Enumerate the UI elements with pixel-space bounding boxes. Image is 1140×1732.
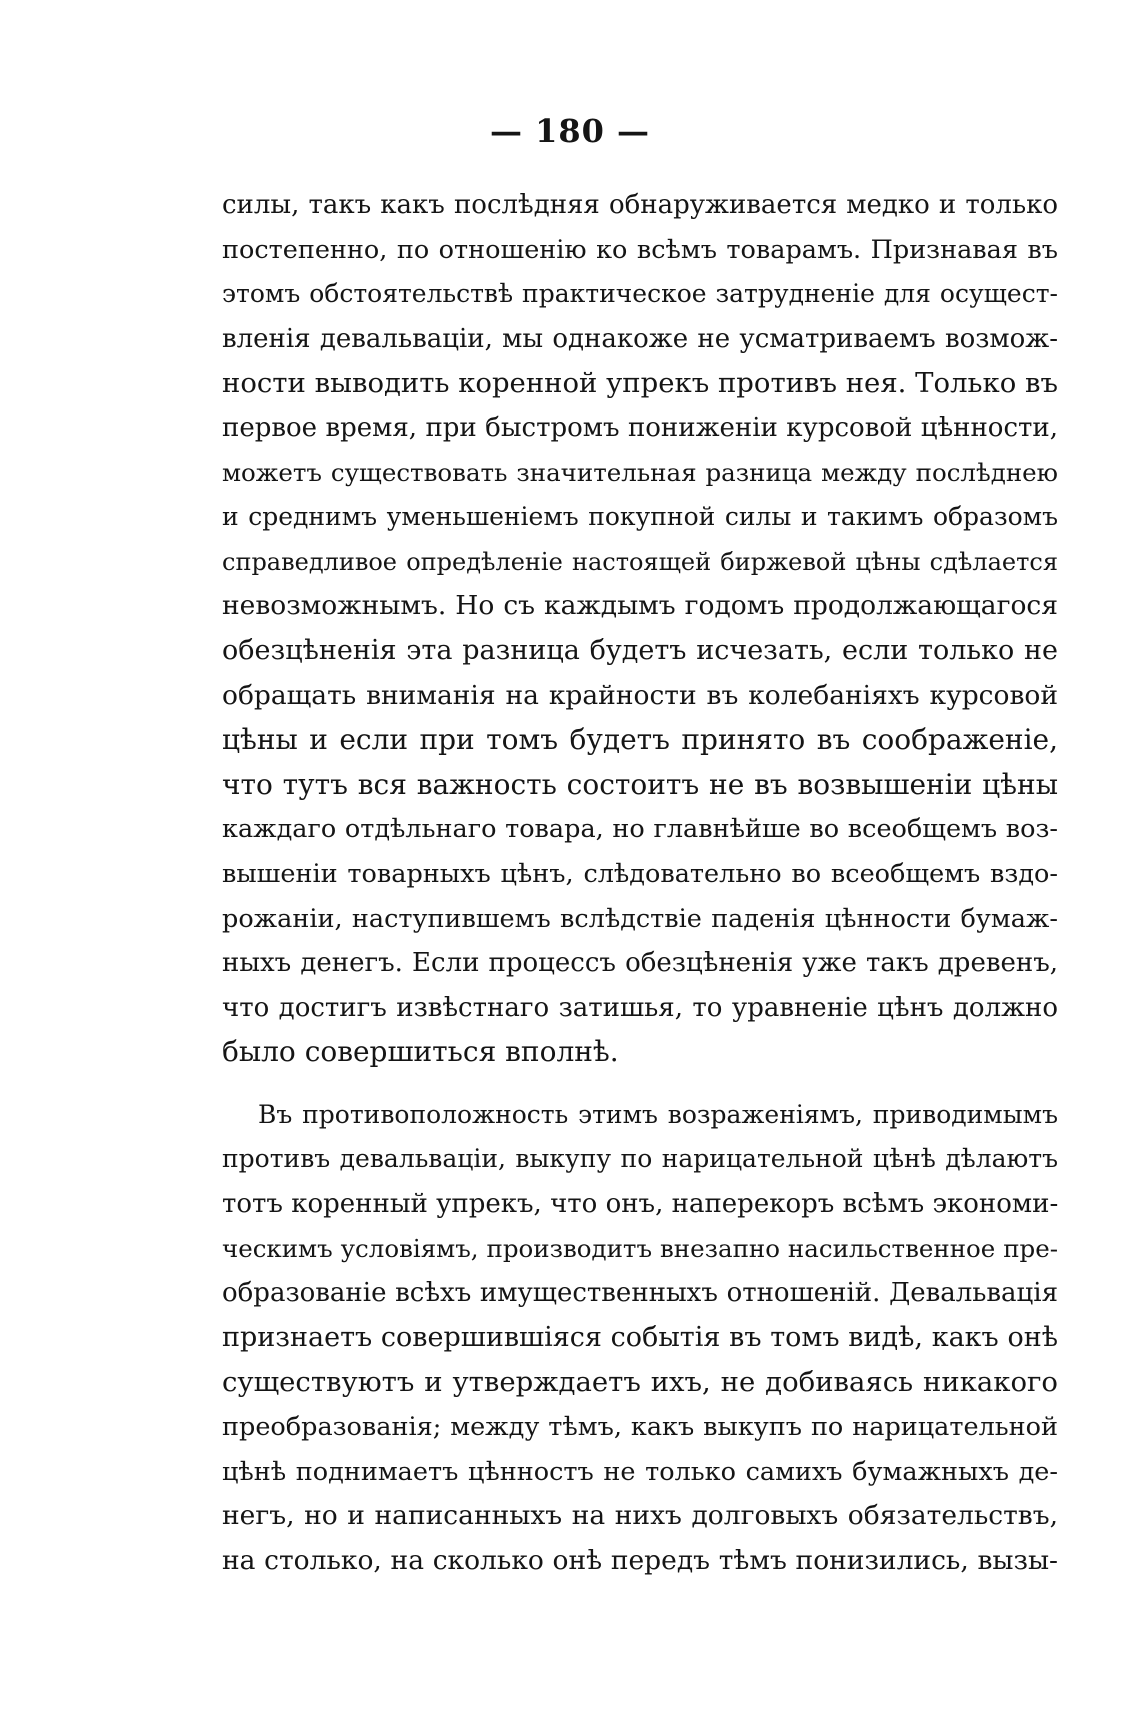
text-line: и среднимъ уменьшеніемъ покупной силы и такимъ образомъ (222, 502, 1058, 532)
text-line: вышеніи товарныхъ цѣнъ, слѣдовательно во всеобщемъ вздо- (222, 858, 1058, 889)
text-line: тотъ коренный упрекъ, что онъ, наперекоръ всѣмъ экономи- (222, 1189, 1058, 1220)
text-line: на столько, на сколько онѣ передъ тѣмъ понизились, вызы- (222, 1544, 1058, 1576)
text-line: обезцѣненія эта разница будетъ исчезать, если только не (222, 634, 1058, 666)
text-line: каждаго отдѣльнаго товара, но главнѣйше во всеобщемъ воз- (222, 814, 1058, 845)
text-line: невозможнымъ. Но съ каждымъ годомъ продолжающагося (222, 590, 1058, 622)
text-line: вленія девальваціи, мы однакожe не усматриваемъ возмож- (222, 323, 1058, 354)
body-text (222, 183, 1058, 1583)
text-line: что тутъ вся важность состоитъ не въ возвышеніи цѣны (222, 767, 1058, 801)
text-line: Въ противоположность этимъ возраженіямъ, приводимымъ (258, 1099, 1058, 1129)
text-line: ныхъ денегъ. Если процессъ обезцѣненія уже такъ древенъ, (222, 948, 1058, 979)
text-line: можетъ существовать значительная разница между послѣднею (222, 457, 1058, 487)
text-line: цѣнѣ поднимаетъ цѣнностъ не только самихъ бумажныхъ де- (222, 1456, 1058, 1487)
text-line: ческимъ условіямъ, производитъ внезапно насильственное пре- (222, 1233, 1058, 1263)
text-line: ности выводить коренной упрекъ противъ нея. Только въ (222, 367, 1058, 400)
text-line: цѣны и если при томъ будетъ принято въ соображеніе, (222, 723, 1058, 757)
text-line: было совершиться вполнѣ. (222, 1035, 619, 1069)
page-number: — 180 — (489, 112, 651, 150)
text-line: постепенно, по отношенію ко всѣмъ товарамъ. Признавая въ (222, 234, 1058, 265)
paragraph-1 (222, 183, 1058, 1075)
text-line: обращать вниманія на крайности въ колебаніяхъ курсовой (222, 679, 1058, 711)
text-line: что достигъ извѣстнаго затишья, то уравненіе цѣнъ должно (222, 992, 1058, 1023)
text-line: существуютъ и утверждаетъ ихъ, не добиваясь никакого (222, 1366, 1058, 1399)
text-line: справедливое опредѣленіе настоящей биржевой цѣны сдѣлается (222, 547, 1058, 576)
text-line: рожаніи, наступившемъ вслѣдствіе паденія цѣнности бумаж- (222, 903, 1058, 934)
text-line: преобразованія; между тѣмъ, какъ выкупъ по нарицательной (222, 1412, 1058, 1443)
paragraph-gap (222, 1075, 1058, 1093)
text-line: силы, такъ какъ послѣдняя обнаруживается медко и только (222, 190, 1058, 220)
paragraph-2 (222, 1093, 1058, 1584)
text-line: противъ девальваціи, выкупу по нарицательной цѣнѣ дѣлаютъ (222, 1144, 1058, 1174)
text-line: признаетъ совершившіяся событія въ томъ видѣ, какъ онѣ (222, 1321, 1058, 1353)
text-line: негъ, но и написанныхъ на нихъ долговыхъ обязательствъ, (222, 1500, 1058, 1532)
text-line: первое время, при быстромъ пониженіи курсовой цѣнности, (222, 412, 1058, 443)
text-line: этомъ обстоятельствѣ практическое затрудненіе для осущест- (222, 279, 1058, 309)
text-line: образованіе всѣхъ имущественныхъ отношеній. Девальвація (222, 1278, 1058, 1309)
